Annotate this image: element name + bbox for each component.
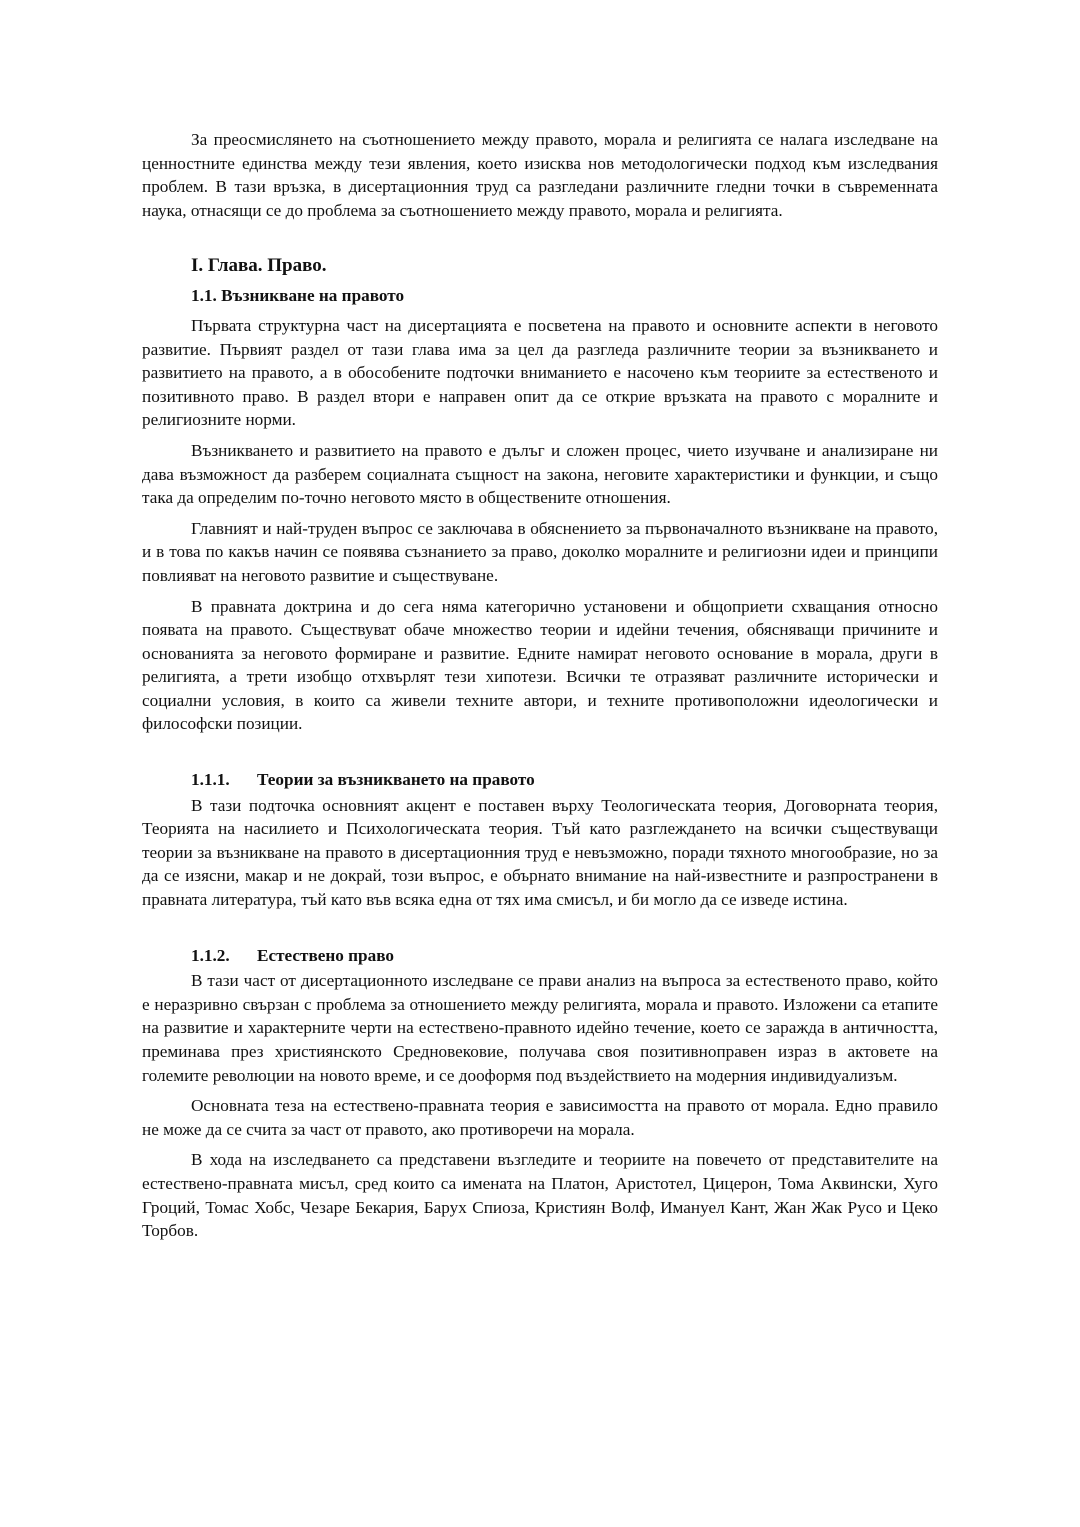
document-page	[142, 128, 938, 1250]
section-title: Естествено право	[257, 945, 394, 965]
section-1-1-2-paragraph: В хода на изследването са представени възгледите и теориите на повечето от представителите на естествено-правната мисъл, сред които са имената на Платон, Аристотел, Цицерон, Тома Аквински, Хуго Гроций, Томас Хобс, Чезаре Бекария, Барух Спиоза, Кристиян Волф, Имануел Кант, Жан Жак Русо и Цеко Торбов.	[142, 1150, 938, 1241]
section-1-1-2-paragraph: В тази част от дисертационното изследване се прави анализ на въпроса за естественото право, който е неразривно свързан с проблема за отношението между религията, морала и правото. Изложени са етапите на развитие и характерните черти на естествено-правното идейно течение, което се заражда в античността, преминава през християнското Средновековие, получава своя позитивноправен израз в актовете на големите революции на новото време, и се дооформя под въздействието на модерния индивидуализъм.	[142, 971, 938, 1085]
section-1-1-2-paragraph: Основната теза на естествено-правната теория е зависимостта на правото от морала. Едно правило не може да се счита за част от правото, ако противоречи на морала.	[142, 1096, 938, 1139]
section-1-1-1-paragraph: В тази подточка основният акцент е поставен върху Теологическата теория, Договорната теория, Теорията на насилието и Психологическата теория. Тъй като разглеждането на всички съществуващи теории за възникване на правото в дисертационния труд е невъзможно, поради тяхното многообразие, но за да се изясни, макар и не докрай, този въпрос, е обърнато внимание на най-известните и разпространени в правната литература, тъй като във всяка една от тях има смисъл, и би могло да се изведе истина.	[142, 795, 938, 910]
section-title: Теории за възникването на правото	[257, 770, 535, 790]
section-heading-1-1-2	[191, 944, 938, 968]
section-1-1-paragraph: Главният и най-труден въпрос се заключава в обяснението за първоначалното възникване на правото, и в това по какъв начин се появява съзнанието за право, доколко моралните и религиозни идеи и принципи повлияват на неговото развитие и съществуване.	[142, 518, 938, 585]
chapter-heading: I. Глава. Право.	[191, 255, 327, 277]
section-number: 1.1.2.	[191, 945, 230, 965]
intro-paragraph: За преосмислянето на съотношението между правото, морала и религията се налага изследване на ценностните единства между тези явления, което изисква нов методологически подход към изследвания проблем. В тази връзка, в дисертационния труд са разгледани различните гледни точки в съвременната наука, отнасящи се до проблема за съотношението между правото, морала и религията.	[142, 130, 938, 220]
section-1-1-paragraph: В правната доктрина и до сега няма категорично установени и общоприети схващания относно появата на правото. Съществуват обаче множество теории и идейни течения, обясняващи причините и основанията за неговото формиране и развитие. Едните намират неговото основание в морала, други в религията, а трети изобщо отхвърлят тези хипотези. Всички те отразяват различните исторически и социални условия, в които са живели техните автори, и техните противоположни идеологически и философски позиции.	[142, 596, 938, 734]
section-heading-1-1-1	[191, 768, 938, 792]
section-1-1-paragraph: Първата структурна част на дисертацията е посветена на правото и основните аспекти в неговото развитие. Първият раздел от тази глава има за цел да разгледа различните теории за възникването и развитието на правото, а в обособените подточки вниманието е насочено към теориите за естественото и позитивното право. В раздел втори е направен опит да се открие връзката на правото с моралните и религиозните норми.	[142, 315, 938, 430]
section-1-1-paragraph: Възникването и развитието на правото е дълъг и сложен процес, чието изучване и анализиране ни дава възможност да разберем социалната същност на закона, неговите характеристики и функции, и също така да определим по-точно неговото място в обществените отношения.	[142, 440, 938, 508]
section-number: 1.1.1.	[191, 770, 230, 790]
section-heading-1-1: 1.1. Възникване на правото	[191, 286, 405, 306]
